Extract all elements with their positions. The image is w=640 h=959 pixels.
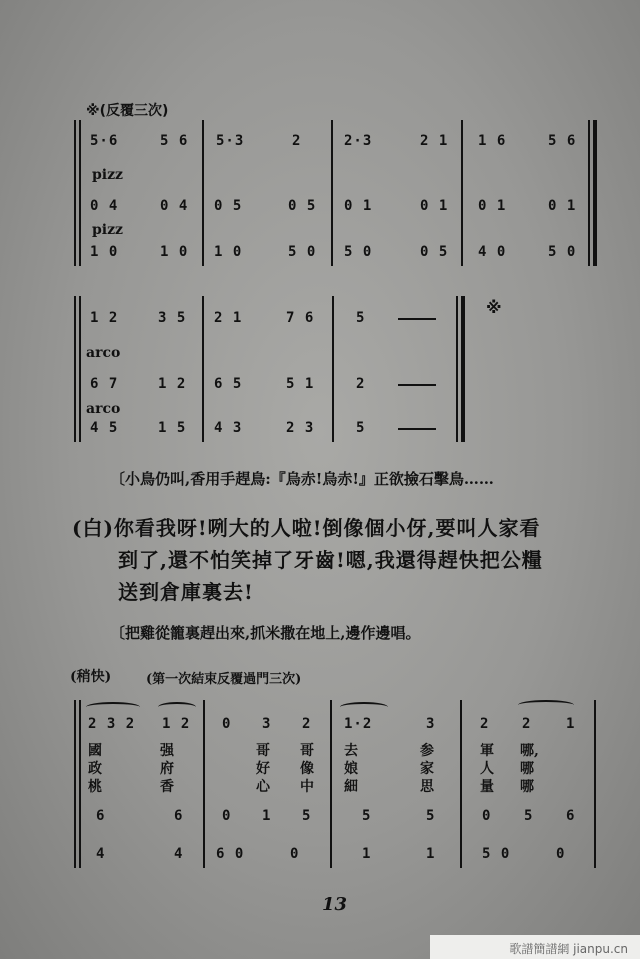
- note: 2 1: [420, 133, 449, 149]
- note: 5·3: [216, 133, 245, 149]
- note: 0 5: [214, 198, 243, 214]
- lyric: 政: [88, 761, 102, 777]
- bracket-line: [74, 296, 76, 442]
- note: 2: [480, 716, 490, 732]
- lyric: 軍: [480, 743, 494, 759]
- note: 1 2: [162, 716, 191, 732]
- note: 4 0: [478, 244, 507, 260]
- stage-direction-1: 〔小鳥仍叫,香用手趕鳥:『烏赤!烏赤!』正欲撿石擊鳥……: [110, 470, 494, 488]
- repeat-instruction: ※(反覆三次): [86, 103, 169, 119]
- barline: [332, 296, 334, 442]
- lyric: 國: [88, 743, 102, 759]
- note: 5 0: [288, 244, 317, 260]
- lyric: 去: [344, 743, 358, 759]
- barline: [461, 120, 463, 266]
- note: 1: [262, 808, 272, 824]
- lyric: 强: [160, 743, 174, 759]
- note: 2: [356, 376, 366, 392]
- note: 0: [482, 808, 492, 824]
- barline: [330, 700, 332, 868]
- tempo-marking: (稍快): [70, 669, 112, 685]
- lyric: 府: [160, 761, 174, 777]
- note: 3: [262, 716, 272, 732]
- tempo-note: (第一次結束反覆過門三次): [146, 672, 302, 687]
- lyric: 像: [300, 761, 314, 777]
- note: 4 3: [214, 420, 243, 436]
- note: 5: [356, 310, 366, 326]
- repeat-barline: [588, 120, 590, 266]
- note: 6 5: [214, 376, 243, 392]
- note: 4 5: [90, 420, 119, 436]
- lyric: 哪,: [520, 743, 539, 759]
- lyric: 好: [256, 761, 270, 777]
- note: 5 0: [548, 244, 577, 260]
- sustain-dash: [398, 384, 436, 386]
- note: 2·3: [344, 133, 373, 149]
- note: 0 5: [420, 244, 449, 260]
- note: 2: [522, 716, 532, 732]
- pizz-label: pizz: [92, 222, 124, 238]
- note: 1 2: [158, 376, 187, 392]
- note: 5 0: [482, 846, 511, 862]
- lyric: 思: [420, 779, 434, 795]
- note: 4: [96, 846, 106, 862]
- note: 3: [426, 716, 436, 732]
- note: 0 5: [288, 198, 317, 214]
- note: 1 0: [214, 244, 243, 260]
- barline: [594, 700, 596, 868]
- lyric: 哥: [256, 743, 270, 759]
- note: 2 3: [286, 420, 315, 436]
- note: 1: [566, 716, 576, 732]
- barline: [202, 120, 204, 266]
- note: 6: [96, 808, 106, 824]
- note: 1 0: [90, 244, 119, 260]
- barline: [460, 700, 462, 868]
- page-number: 13: [322, 894, 348, 915]
- lyric: 娘: [344, 761, 358, 777]
- note: 1 5: [158, 420, 187, 436]
- repeat-barline-thick: [593, 120, 597, 266]
- watermark: [430, 935, 640, 959]
- arco-label: arco: [86, 345, 121, 361]
- stage-direction-2: 〔把雞從籠裏趕出來,抓米撒在地上,邊作邊唱。: [110, 624, 421, 642]
- note: 0: [290, 846, 300, 862]
- note: 3 5: [158, 310, 187, 326]
- tie: [518, 700, 574, 710]
- note: 5 6: [548, 133, 577, 149]
- lyric: 哪: [520, 779, 534, 795]
- note: 5·6: [90, 133, 119, 149]
- barline: [331, 120, 333, 266]
- note: 5: [302, 808, 312, 824]
- note: 1: [426, 846, 436, 862]
- dialogue-line-3: 送到倉庫裏去!: [118, 580, 254, 604]
- arco-label: arco: [86, 401, 121, 417]
- start-barline: [79, 296, 81, 442]
- note: 0 4: [160, 198, 189, 214]
- end-barline-thick: [461, 296, 465, 442]
- note: 2 3 2: [88, 716, 136, 732]
- lyric: 細: [344, 779, 358, 795]
- note: 5: [524, 808, 534, 824]
- note: 2: [292, 133, 302, 149]
- sustain-dash: [398, 318, 436, 320]
- note: 4: [174, 846, 184, 862]
- note: 1 2: [90, 310, 119, 326]
- segno-mark: ※: [486, 298, 502, 317]
- pizz-label: pizz: [92, 167, 124, 183]
- note: 5: [356, 420, 366, 436]
- note: 5: [362, 808, 372, 824]
- note: 0: [222, 716, 232, 732]
- end-barline: [456, 296, 458, 442]
- note: 5 6: [160, 133, 189, 149]
- slur: [158, 702, 196, 712]
- lyric: 心: [256, 779, 270, 795]
- note: 1 0: [160, 244, 189, 260]
- note: 5: [426, 808, 436, 824]
- note: 0 1: [478, 198, 507, 214]
- note: 6: [566, 808, 576, 824]
- note: 0: [556, 846, 566, 862]
- lyric: 香: [160, 779, 174, 795]
- note: 0 4: [90, 198, 119, 214]
- sustain-dash: [398, 428, 436, 430]
- start-barline: [79, 700, 81, 868]
- note: 2 1: [214, 310, 243, 326]
- barline: [203, 700, 205, 868]
- note: 0 1: [420, 198, 449, 214]
- note: 2: [302, 716, 312, 732]
- lyric: 桃: [88, 779, 102, 795]
- note: 0 1: [344, 198, 373, 214]
- watermark-text: 歌譜簡譜網 jianpu.cn: [509, 942, 628, 956]
- lyric: 哥: [300, 743, 314, 759]
- note: 1·2: [344, 716, 373, 732]
- lyric: 参: [420, 743, 434, 759]
- note: 1 6: [478, 133, 507, 149]
- note: 1: [362, 846, 372, 862]
- slur: [86, 702, 140, 712]
- note: 0 1: [548, 198, 577, 214]
- dialogue-line-1: (白)你看我呀!咧大的人啦!倒像個小伢,要叫人家看: [72, 516, 541, 540]
- note: 7 6: [286, 310, 315, 326]
- note: 6: [174, 808, 184, 824]
- bracket-line: [74, 120, 76, 266]
- start-barline: [79, 120, 81, 266]
- lyric: 人: [480, 761, 494, 777]
- lyric: 家: [420, 761, 434, 777]
- note: 6 0: [216, 846, 245, 862]
- dialogue-line-2: 到了,還不怕笑掉了牙齒!嗯,我還得趕快把公糧: [118, 548, 543, 572]
- note: 6 7: [90, 376, 119, 392]
- lyric: 量: [480, 779, 494, 795]
- bracket-line: [74, 700, 76, 868]
- note: 5 0: [344, 244, 373, 260]
- note: 0: [222, 808, 232, 824]
- slur: [340, 702, 388, 712]
- lyric: 中: [300, 779, 314, 795]
- barline: [202, 296, 204, 442]
- lyric: 哪: [520, 761, 534, 777]
- note: 5 1: [286, 376, 315, 392]
